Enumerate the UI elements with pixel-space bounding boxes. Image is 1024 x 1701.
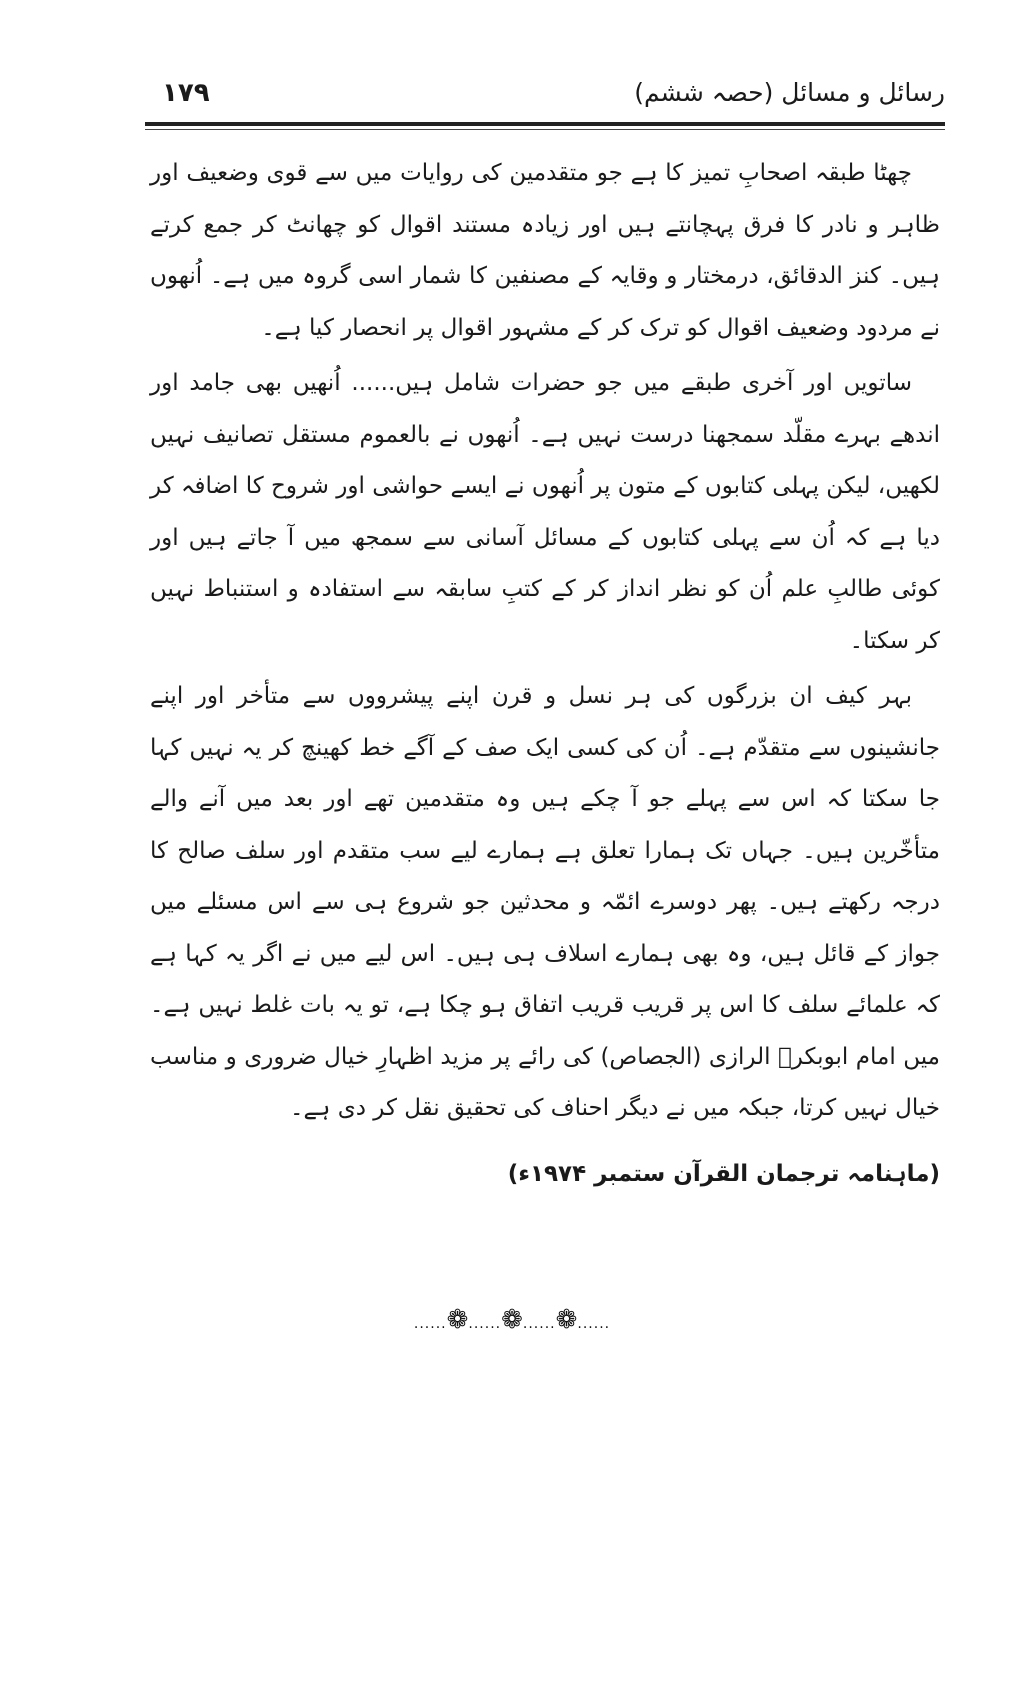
page-body bbox=[150, 148, 940, 1204]
paragraph: بہر کیف ان بزرگوں کی ہر نسل و قرن اپنے پیشرووں سے متأخر اور اپنے جانشینوں سے متقدّم ہے۔ اُن کی کسی ایک صف کے آگے خط کھینچ کر یہ نہیں کہا جا سکتا کہ اس سے پہلے جو آ چکے ہیں وہ متقدمین تھے اور بعد میں آنے والے متأخّرین ہیں۔ جہاں تک ہمارا تعلق ہے ہمارے لیے سب متقدم اور سلف صالح کا درجہ رکھتے ہیں۔ پھر دوسرے ائمّہ و محدثین جو شروع ہی سے اس مسئلے میں جواز کے قائل ہیں، وہ بھی ہمارے اسلاف ہی ہیں۔ اس لیے میں نے اگر یہ کہا ہے کہ علمائے سلف کا اس پر قریب قریب اتفاق ہو چکا ہے، تو یہ بات غلط نہیں ہے۔ میں امام ابوبکرؒ الرازی (الجصاص) کی رائے پر مزید اظہارِ خیال ضروری و مناسب خیال نہیں کرتا، جبکہ میں نے دیگر احناف کی تحقیق نقل کر دی ہے۔ bbox=[150, 683, 940, 1121]
running-header bbox=[150, 78, 945, 118]
dots: ...... bbox=[577, 1316, 611, 1332]
dots: ...... bbox=[468, 1316, 502, 1332]
paragraph: ساتویں اور آخری طبقے میں جو حضرات شامل ہیں...... اُنھیں بھی جامد اور اندھے بہرے مقلّد سمجھنا درست نہیں ہے۔ اُنھوں نے بالعموم مستقل تصانیف نہیں لکھیں، لیکن پہلی کتابوں کے متون پر اُنھوں نے ایسے حواشی اور شروح کا اضافہ کر دیا ہے کہ اُن سے پہلی کتابوں کے مسائل آسانی سے سمجھ میں آ جاتے ہیں اور کوئی طالبِ علم اُن کو نظر انداز کر کے کتبِ سابقہ سے استفادہ و استنباط نہیں کر سکتا۔ bbox=[150, 370, 940, 654]
rosette-icon: ❁ bbox=[555, 1305, 578, 1335]
header-rule-thick bbox=[145, 122, 945, 126]
dots: ...... bbox=[413, 1316, 447, 1332]
book-title: رسائل و مسائل (حصہ ششم) bbox=[634, 78, 945, 107]
header-rule-thin bbox=[145, 129, 945, 130]
rosette-icon: ❁ bbox=[501, 1305, 523, 1335]
dots: ...... bbox=[522, 1316, 556, 1332]
source-citation: (ماہنامہ ترجمان القرآن ستمبر ۱۹۷۴ء) bbox=[507, 1160, 940, 1187]
rosette-icon: ❁ bbox=[446, 1305, 469, 1335]
paragraph: چھٹا طبقہ اصحابِ تمیز کا ہے جو متقدمین کی روایات میں سے قوی وضعیف اور ظاہر و نادر کا فرق پہچانتے ہیں اور زیادہ مستند اقوال کو چھانٹ کر جمع کرتے ہیں۔ کنز الدقائق، درمختار و وقایہ کے مصنفین کا شمار اسی گروہ میں ہے۔ اُنھوں نے مردود وضعیف اقوال کو ترک کر کے مشہور اقوال پر انحصار کیا ہے۔ bbox=[150, 160, 940, 341]
page-number: ۱۷۹ bbox=[162, 78, 210, 108]
section-end-ornament bbox=[0, 1305, 1024, 1335]
